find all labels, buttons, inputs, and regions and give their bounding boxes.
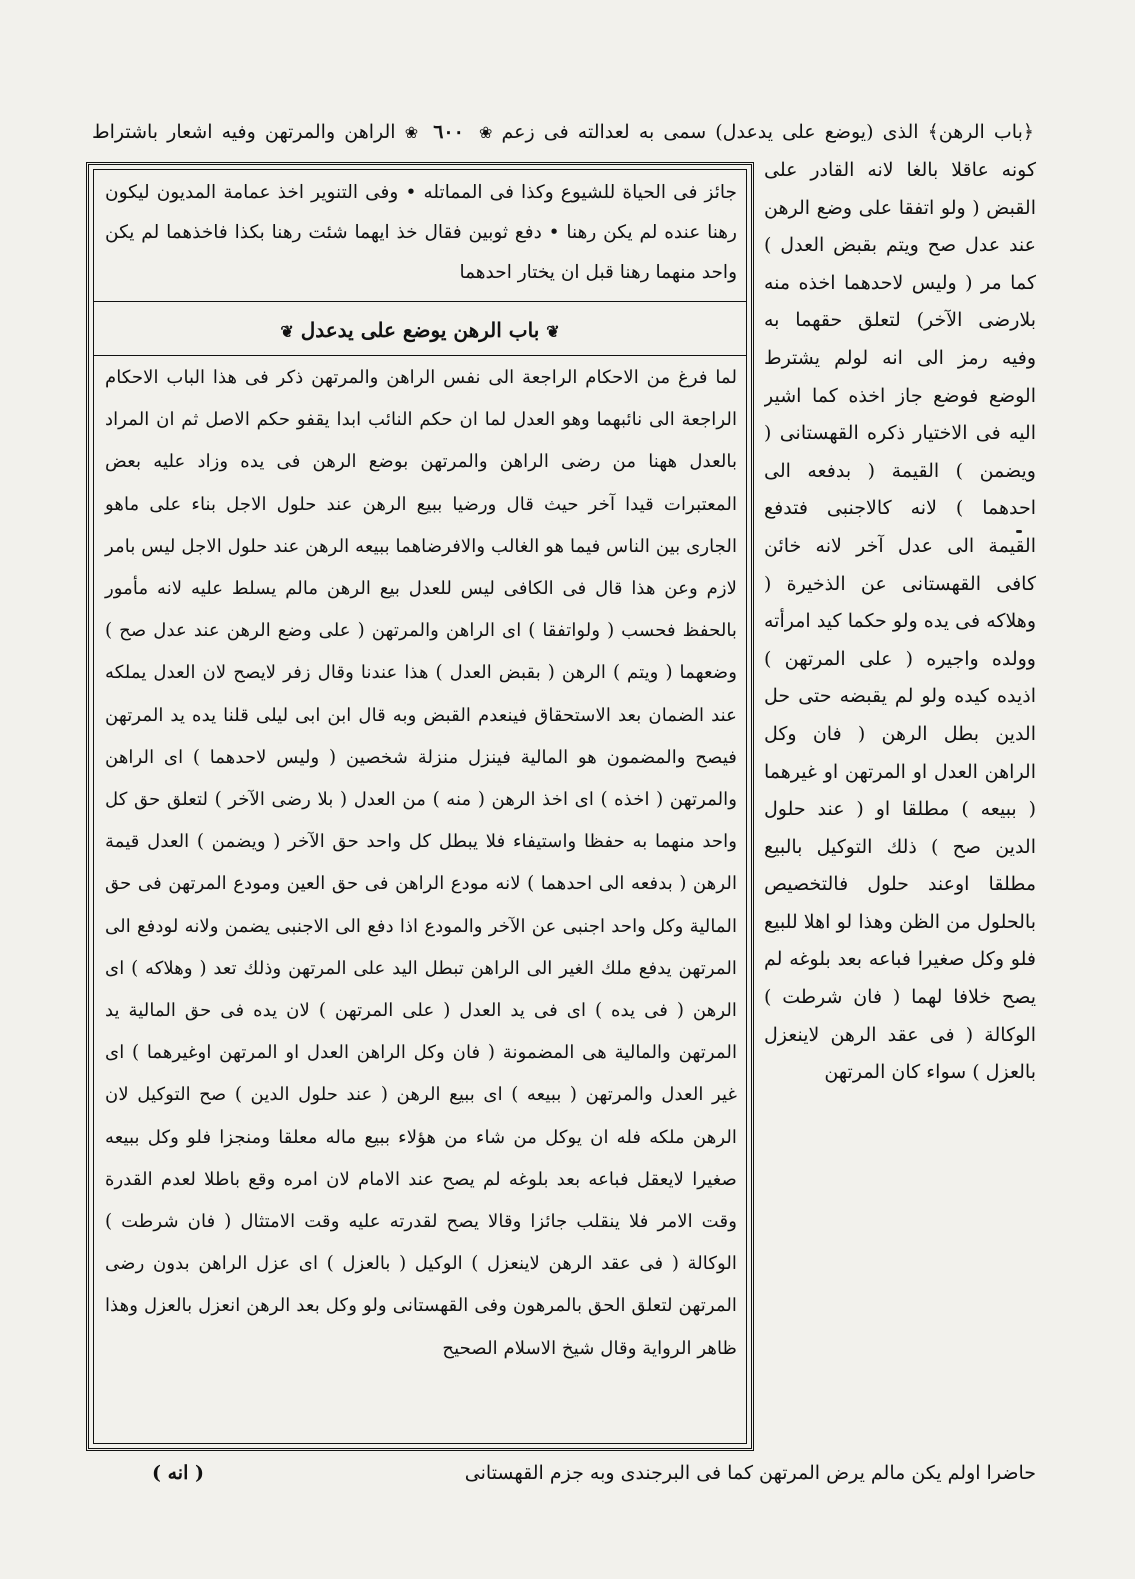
header-left-text: الراهن والمرتهن وفيه اشعار باشتراط [92, 121, 396, 143]
section-divider-bottom [93, 355, 747, 356]
running-header [92, 112, 1034, 152]
header-right-text: ﴿باب الرهن﴾ الذى (يوضع على يدعدل) سمى به لعدالته فى زعم [501, 121, 1034, 143]
margin-column-text: كونه عاقلا بالغا لانه القادر على القبض ( ولو اتفقا على وضع الرهن عند عدل صح ويتم بقبض العدل ) كما مر ( وليس لاحدهما اخذه منه بلارضى الآخر) لتعلق حقهما به وفيه رمز الى انه لولم يشترط الوضع فوضع جاز اخذه كما اشير اليه فى الاختيار ذكره القهستانى ( ويضمن ) القيمة ( بدفعه الى احدهما ) لانه كالاجنبى فتدفع القيمة الى عدل آخر لانه خائن كافى القهستانى عن الذخيرة ( وهلاكه فى يده ولو حكما كيد امرأته وولده واجيره ( على المرتهن ) اذيده كيده ولو لم يقبضه حتى حل الدين بطل الرهن ( فان وكل الراهن العدل او المرتهن او غيرهما ( ببيعه ) مطلقا او ( عند حلول الدين صح ) ذلك التوكيل بالبيع مطلقا اوعند حلول فالتخصيص بالحلول من الظن وهذا لو اهلا للبيع فلو وكل صغيرا فباعه بعد بلوغه لم يصح خلافا لهما ( فان شرطت ) الوكالة ( فى عقد الرهن لاينعزل بالعزل ) سواء كان المرتهن [764, 159, 1036, 1084]
main-commentary-text: لما فرغ من الاحكام الراجعة الى نفس الراهن والمرتهن ذكر فى هذا الباب الاحكام الراجعة الى نائبهما وهو العدل لما ان حكم النائب ابدا يقفو حكم الاصل ثم ان المراد بالعدل ههنا من رضى الراهن والمرتهن بوضع الرهن فى يده وزاد عليه بعض المعتبرات قيدا آخر حيث قال ورضيا ببيع الرهن عند حلول الاجل بناء على ماهو الجارى بين الناس فيما هو الغالب والافرضاهما ببيعه الرهن عند حلول الاجل ليس بامر لازم وعن هذا قال فى الكافى ليس للعدل بيع الرهن مالم يسلط عليه لانه مأمور بالحفظ فحسب ( ولواتفقا ) اى الراهن والمرتهن ( على وضع الرهن عند عدل صح ) وضعهما ( ويتم ) الرهن ( بقبض العدل ) هذا عندنا وقال زفر لايصح لان العدل يملكه عند الضمان بعد الاستحقاق فينعدم القبض وبه قال ابن ابى ليلى قلنا يده يد المرتهن فيصح والمضمون هو المالية فينزل منزلة شخصين ( وليس لاحدهما ) اى الراهن والمرتهن ( اخذه ) اى اخذ الرهن ( منه ) من العدل ( بلا رضى الآخر ) لتعلق حق كل واحد منهما به حفظا واستيفاء فلا يبطل كل واحد حق الآخر ( ويضمن ) العدل قيمة الرهن ( بدفعه الى احدهما ) لانه مودع الراهن فى حق العين ومودع المرتهن فى حق المالية وكل واحد اجنبى عن الآخر والمودع اذا دفع الى الاجنبى يضمن ولانه لودفع الى المرتهن يدفع ملك الغير الى الراهن تبطل اليد على المرتهن وذلك تعد ( وهلاكه ) اى الرهن ( فى يده ) اى فى يد العدل ( على المرتهن ) لان يده فى حق المالية يد المرتهن والمالية هى المضمونة ( فان وكل الراهن العدل او المرتهن اوغيرهما ) اى غير العدل والمرتهن ( ببيعه ) اى ببيع الرهن ( عند حلول الدين ) صح التوكيل لان الرهن ملكه فله ان يوكل من شاء من هؤلاء ببيع ماله معلقا ومنجزا فلو وكل ببيعه صغيرا لايعقل فباعه بعد بلوغه لم يصح عند الامام لان امره وقع باطلا لعدم القدرة وقت الامر فلا ينقلب جائزا وقالا يصح لقدرته عليه وقت الامتثال ( فان شرطت ) الوكالة ( فى عقد الرهن لاينعزل ) الوكيل ( بالعزل ) اى عزل الراهن بدون رضى المرتهن لتعلق الحق بالمرهون وفى القهستانى ولو وكل بعد الرهن انعزل بالعزل وهذا ظاهر الرواية وقال شيخ الاسلام الصحيح [105, 367, 737, 1359]
continued-commentary: جائز فى الحياة للشيوع وكذا فى المماتله • وفى التنوير اخذ عمامة المديون ليكون رهنا عنده لم يكن رهنا • دفع ثوبين فقال خذ ايهما شئت رهنا بكذا فاخذهما لم يكن واحد منهما رهنا قبل ان يختار احدهما [105, 182, 737, 283]
main-text-frame [86, 162, 754, 1451]
catchword: ( انه ) [152, 1462, 204, 1484]
ornament-icon: ❀ [404, 123, 419, 142]
chapter-title-text: باب الرهن يوضع على يدعدل [300, 318, 540, 342]
section-divider-top [93, 301, 747, 302]
margin-continuation-line: حاضرا اولم يكن مالم يرض المرتهن كما فى البرجندى وبه جزم القهستانى [464, 1462, 1036, 1484]
ornament-right-icon: ❦ [280, 322, 294, 341]
chapter-title [93, 303, 747, 357]
ornament-left-icon: ❦ [546, 322, 560, 341]
ink-speck [1016, 530, 1022, 533]
main-commentary [105, 357, 737, 1442]
page-number: ٦٠٠ [433, 121, 464, 143]
ornament-icon: ❀ [478, 123, 493, 142]
